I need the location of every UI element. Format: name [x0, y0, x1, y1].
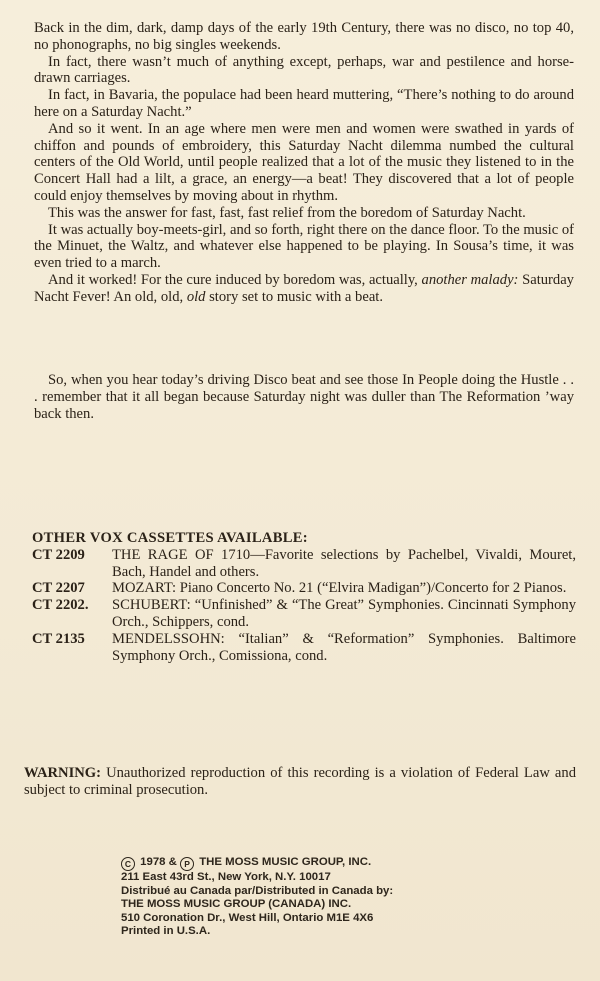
distributor-name: THE MOSS MUSIC GROUP (CANADA) INC. — [121, 898, 352, 911]
cassette-description: THE RAGE OF 1710—Favorite selections by Pachelbel, Vivaldi, Mouret, Bach, Handel and others. — [112, 546, 576, 580]
story-text-run: story set to music with a beat. — [205, 288, 383, 305]
story-italic-run: another malady: — [421, 271, 519, 288]
phonogram-icon: P — [180, 857, 194, 871]
story-paragraph-last — [34, 272, 574, 306]
cassette-description: SCHUBERT: “Unfinished” & “The Great” Symphonies. Cincinnati Symphony Orch., Schippers, cond. — [112, 597, 576, 630]
cassette-item — [32, 547, 576, 581]
cassette-description: MOZART: Piano Concerto No. 21 (“Elvira Madigan”)/Concerto for 2 Pianos. — [112, 580, 567, 597]
story-italic-run: old — [186, 288, 206, 305]
distributor-address: 510 Coronation Dr., West Hill, Ontario M1E 4X6 — [121, 911, 374, 924]
catalog-number: CT 2135 — [32, 630, 85, 647]
story-text-run: And it worked! For the cure induced by boredom was, actually, — [48, 271, 422, 288]
printed-in: Printed in U.S.A. — [121, 925, 211, 938]
story-text — [34, 20, 574, 306]
catalog-number: CT 2209 — [32, 546, 85, 563]
copyright-line — [121, 856, 481, 871]
warning-text: Unauthorized reproduction of this recording is a violation of Federal Law and subject to criminal prosecution. — [24, 765, 576, 798]
distribution-note: Distribué au Canada par/Distributed in Canada by: — [121, 884, 394, 897]
cassette-item — [32, 580, 576, 597]
closing-paragraph: So, when you hear today’s driving Disco beat and see those In People doing the Hustle . . . remember that it all began because Saturday night was duller than The Reformation ’way back then. — [34, 372, 574, 422]
publisher-info — [121, 856, 481, 939]
warning-notice — [24, 765, 576, 799]
story-text-run: Saturday Nacht Fever! An old, old, — [34, 271, 574, 305]
cassette-item — [32, 631, 576, 665]
copyright-company: THE MOSS MUSIC GROUP, INC. — [196, 856, 372, 868]
catalog-number: CT 2207 — [32, 580, 85, 597]
publisher-address: 211 East 43rd St., New York, N.Y. 10017 — [121, 871, 331, 883]
cassette-list — [32, 530, 576, 664]
copyright-year: 1978 & — [137, 856, 181, 868]
warning-label: WARNING: — [24, 765, 102, 781]
story-paragraph: In fact, in Bavaria, the populace had been heard muttering, “There’s nothing to do around here on a Saturday Nacht.” — [34, 87, 574, 120]
catalog-number: CT 2202. — [32, 597, 89, 614]
story-paragraph: It was actually boy-meets-girl, and so forth, right there on the dance floor. To the music of the Minuet, the Waltz, and whatever else happened to be playing. In Sousa’s time, it was even tried to a march. — [34, 221, 574, 272]
story-paragraph: In fact, there wasn’t much of anything except, perhaps, war and pestilence and horse-drawn carriages. — [34, 53, 574, 87]
cassette-description: MENDELSSOHN: “Italian” & “Reformation” Symphonies. Baltimore Symphony Orch., Comissiona, cond. — [112, 630, 576, 664]
story-paragraph: And so it went. In an age where men were men and women were swathed in yards of chiffon and pounds of embroidery, this Saturday Nacht dilemma numbed the cultural centers of the Old World, until people realized that a lot of the music they listened to in the Concert Hall had a lilt, a grace, an energy—a beat! They discovered that a lot of people could enjoy themselves by moving about in rhythm. — [34, 120, 574, 204]
story-paragraph: Back in the dim, dark, damp days of the early 19th Century, there was no disco, no top 40, no phonographs, no big singles weekends. — [34, 20, 574, 53]
cassette-item — [32, 597, 576, 631]
story-paragraph: This was the answer for fast, fast, fast relief from the boredom of Saturday Nacht. — [48, 204, 526, 221]
cassette-list-heading: OTHER VOX CASSETTES AVAILABLE: — [32, 530, 308, 546]
copyright-icon: C — [121, 857, 135, 871]
closing-text — [34, 372, 574, 422]
